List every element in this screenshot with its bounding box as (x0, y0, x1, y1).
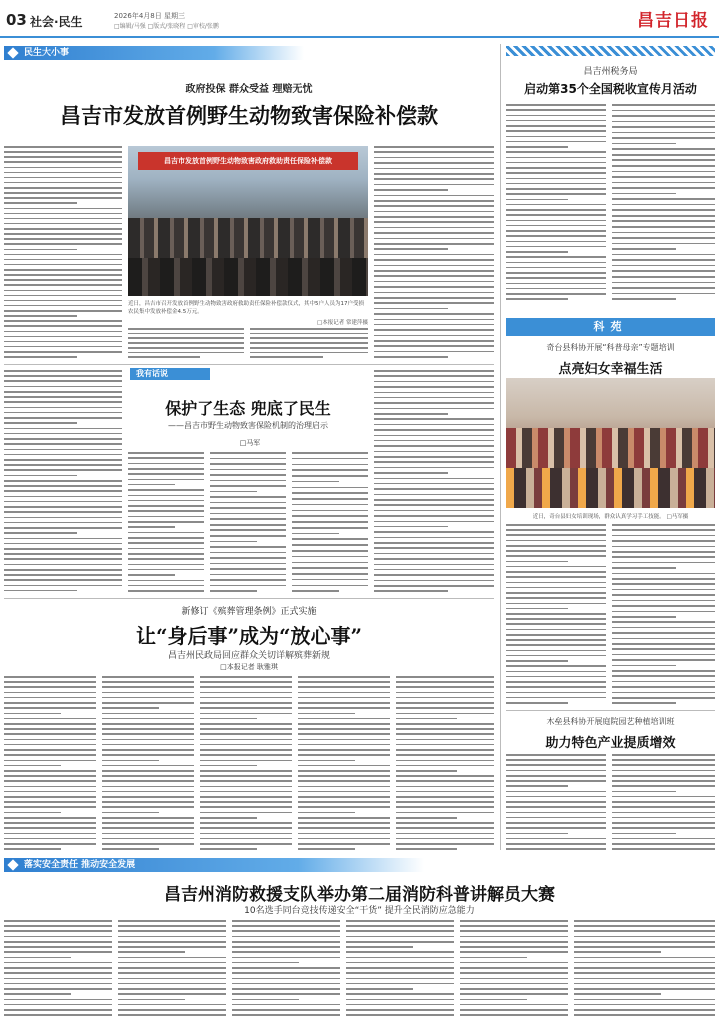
story1-photo-caption: 近日，昌吉市召开发放首例野生动物致害政府救助责任保险补偿款仪式，其中5户人员为17户受损农民集中发放补偿金4.5万元。 (128, 301, 365, 315)
science-section-label: 科苑 (506, 318, 715, 336)
story1-body-col2 (128, 328, 244, 358)
section-name: 社会·民生 (30, 15, 83, 29)
decorative-stripe (506, 46, 715, 56)
story2-headline: 保护了生态 兜底了民生 (165, 399, 331, 418)
story2-body-col1 (4, 370, 122, 592)
story7-body-col2 (612, 754, 715, 850)
story3-subhead: 昌吉州民政局回应群众关切详解殡葬新规 (167, 651, 330, 661)
story2-body-col4 (292, 452, 368, 592)
editor-credits: □编辑/马强 □版式/张晓程 □审校/张鹏 (114, 23, 219, 30)
story3-body-col5 (396, 676, 494, 850)
photo-event-banner: 昌吉市发放首例野生动物致害政府救助责任保险补偿款 (138, 152, 358, 170)
story6-body-col2 (612, 524, 715, 704)
story7-kicker: 木垒县科协开展庭院园艺种植培训班 (546, 717, 675, 726)
story6-kicker: 奇台县科协开展“科普母亲”专题培训 (546, 343, 675, 352)
story3-body-col3 (200, 676, 292, 850)
story3-body-col2 (102, 676, 194, 850)
story1-photo (128, 146, 368, 296)
story3-body-col4 (298, 676, 390, 850)
story4-headline: 昌吉州消防救援支队举办第二届消防科普讲解员大赛 (164, 885, 555, 905)
story4-body-col3 (232, 920, 340, 1016)
story2-body-col2 (128, 452, 204, 592)
section-banner-safety: 落实安全责任 推动安全发展 (4, 858, 424, 872)
story5-body-col2 (612, 104, 715, 300)
divider (4, 364, 494, 365)
story2-subhead: ——昌吉市野生动物致害保险机制的治理启示 (168, 421, 328, 430)
story4-body-col1 (4, 920, 112, 1016)
story3-headline: 让“身后事”成为“放心事” (135, 624, 362, 648)
story5-body-col1 (506, 104, 606, 300)
issue-date: 2026年4月8日 星期三 (114, 12, 185, 20)
commentary-label: 我有话说 (130, 368, 210, 380)
story7-body-col1 (506, 754, 606, 850)
story1-body-col1 (4, 146, 122, 358)
story5-headline: 启动第35个全国税收宣传月活动 (524, 82, 697, 96)
section-banner-livelihood: 民生大小事 (4, 46, 304, 60)
story6-body-col1 (506, 524, 606, 704)
story3-body-col1 (4, 676, 96, 850)
page-header (0, 0, 719, 38)
divider (4, 598, 494, 599)
story3-kicker: 新修订《殡葬管理条例》正式实施 (181, 607, 317, 617)
story6-headline: 点亮妇女幸福生活 (558, 362, 663, 377)
story1-kicker: 政府投保 群众受益 理赔无忧 (185, 84, 313, 95)
story4-body-col2 (118, 920, 226, 1016)
story7-headline: 助力特色产业提质增效 (545, 736, 676, 751)
story4-body-col5 (460, 920, 568, 1016)
story3-byline: □本报记者 耿雅琪 (220, 663, 278, 671)
story6-photo (506, 378, 715, 508)
page-number: 03 (6, 11, 27, 29)
story1-body-col4 (374, 146, 494, 358)
story4-subhead: 10名选手同台竞技传递安全“干货” 提升全民消防应急能力 (244, 906, 475, 916)
story4-body-col4 (346, 920, 454, 1016)
story2-byline: □马军 (239, 439, 261, 447)
story6-photo-caption: 近日，奇台县妇女培训现场，群众认真学习手工技能。 □马军摄 (532, 514, 689, 520)
column-rule (500, 44, 501, 850)
story1-headline: 昌吉市发放首例野生动物致害保险补偿款 (60, 103, 438, 128)
story2-body-col5 (374, 370, 494, 592)
story1-photo-credit: □本报记者 常建萍摄 (317, 320, 368, 326)
divider (506, 710, 715, 711)
story5-kicker: 昌吉州税务局 (583, 67, 638, 77)
story1-body-col3 (250, 328, 368, 358)
story4-body-col6 (574, 920, 715, 1016)
story2-body-col3 (210, 452, 286, 592)
newspaper-logo: 昌吉日报 (637, 11, 709, 31)
